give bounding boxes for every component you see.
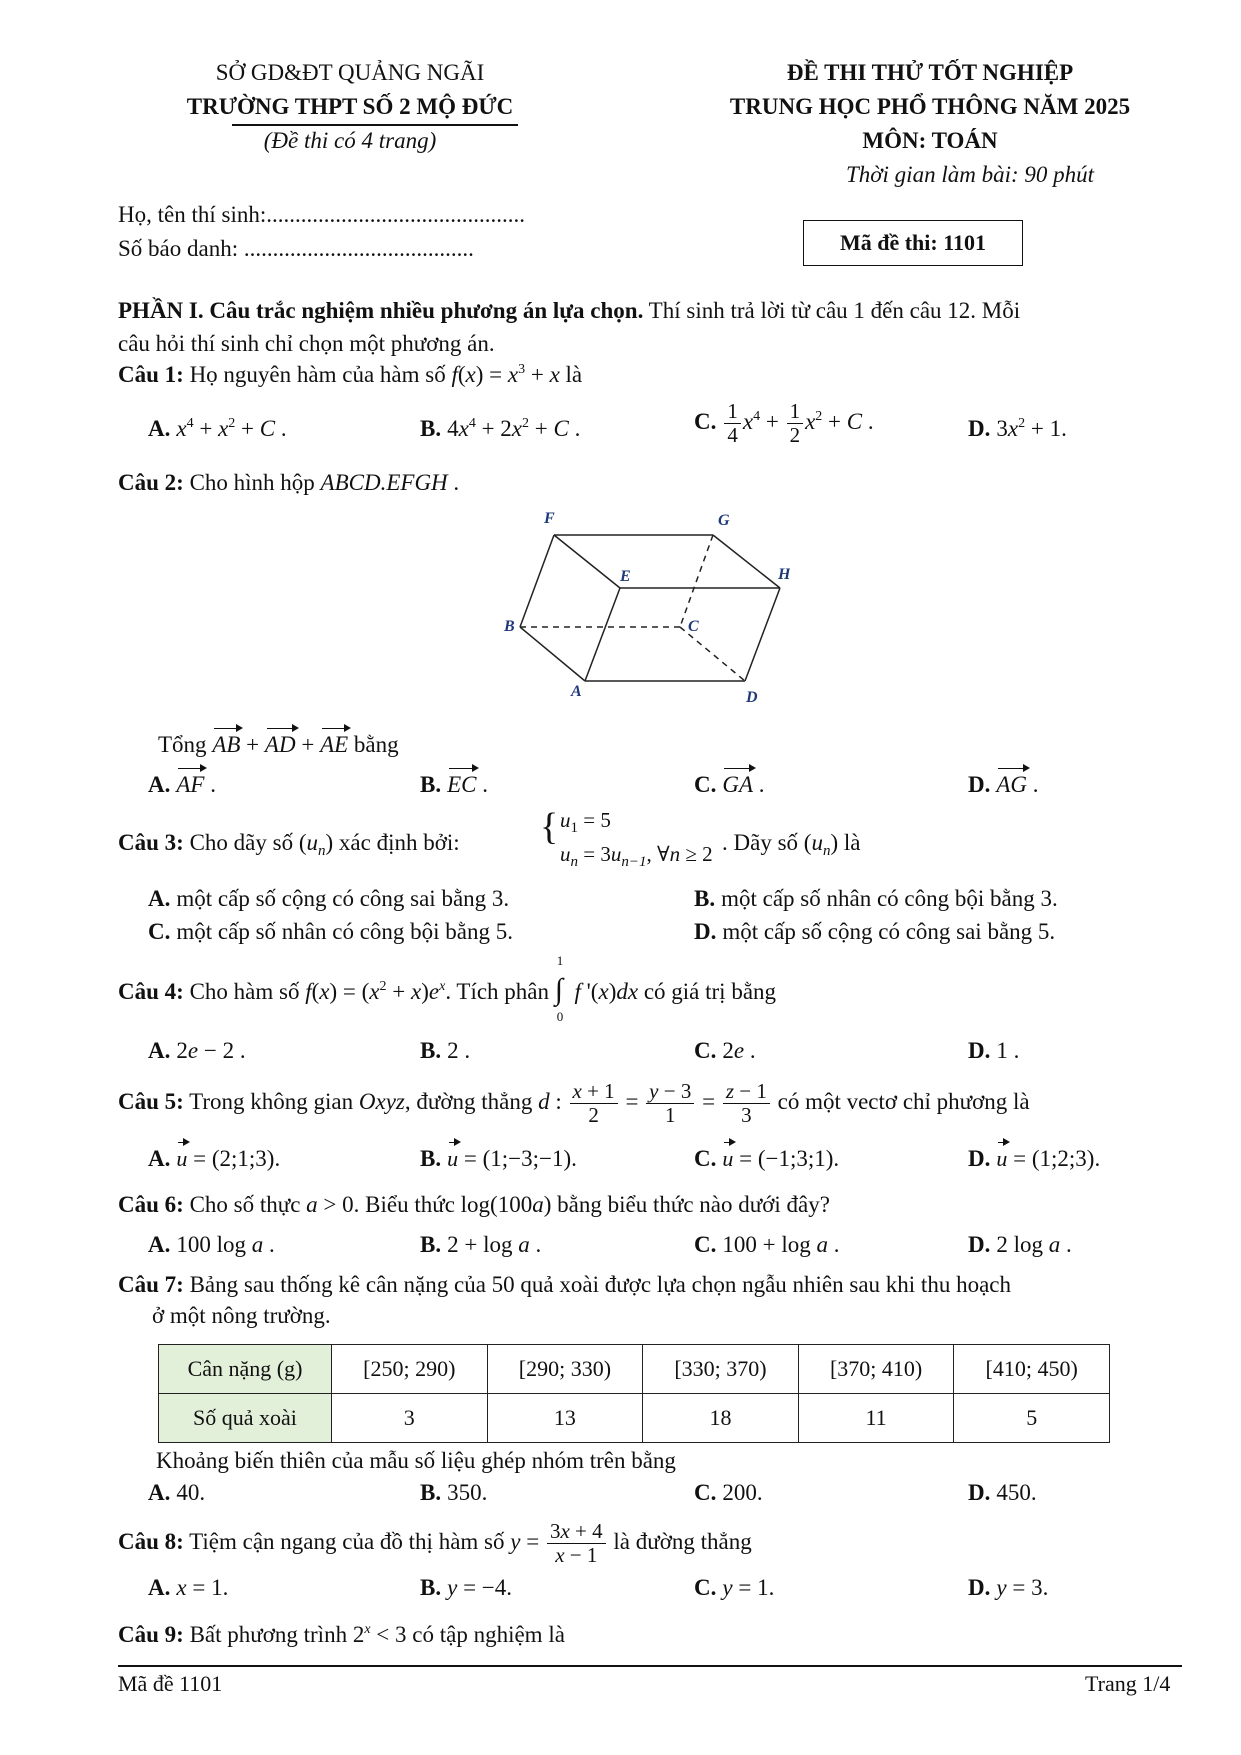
vertex-a: A [571,683,582,700]
q1-option-c[interactable]: C. $\frac{1}{4}$ $x^4$ + $\frac{1}{2}$ $x^2 + C$ . [694,399,874,448]
q8-option-b[interactable]: B. y = −4. [420,1575,513,1600]
mango-weight-table [158,1344,1110,1443]
q1-label: Câu 1: [118,362,184,387]
q1-option-a[interactable]: A. $x^4 + x^2 + C$ . [148,416,287,441]
question-9: Câu 9: Bất phương trình $2^x < 3$ có tập nghiệm là [118,1622,565,1647]
q2-option-a[interactable]: A. AF . [148,772,216,797]
question-7: Câu 7: Bảng sau thống kê cân nặng của 50 quả xoài được lựa chọn ngẫu nhiên sau khi thu hoạch [118,1272,1011,1297]
question-6: Câu 6: Cho số thực a > 0. Biểu thức log(100a) bằng biểu thức nào dưới đây? [118,1192,830,1217]
q6-option-c[interactable]: C. 100 + log a . [694,1232,840,1257]
q1-option-d[interactable]: D. $3x^2 + 1$. [968,416,1067,441]
q3-after: . Dãy số $(u_n)$ là [722,830,861,859]
q8-option-c[interactable]: C. y = 1. [694,1575,775,1600]
table-cell: 5 [954,1394,1110,1443]
table-cell: 13 [487,1394,643,1443]
question-2: Câu 2: Cho hình hộp ABCD.EFGH . [118,470,460,495]
parallelepiped-figure [500,505,790,705]
q3-option-d[interactable]: D. một cấp số cộng có công sai bằng 5. [694,919,1056,944]
edge-gc [680,535,713,627]
q7-option-d[interactable]: D. 450. [968,1480,1037,1505]
q8-option-d[interactable]: D. y = 3. [968,1575,1049,1600]
q3-option-c[interactable]: C. một cấp số nhân có công bội bằng 5. [148,919,513,944]
table-cell: 3 [332,1394,488,1443]
table-cell: [250; 290) [332,1345,488,1394]
part1-instruction-2: câu hỏi thí sinh chỉ chọn một phương án. [118,331,495,356]
q3-option-a[interactable]: A. một cấp số cộng có công sai bằng 3. [148,886,510,911]
vertex-c: C [688,618,699,635]
q4-option-d[interactable]: D. 1 . [968,1038,1020,1063]
table-row [159,1394,1110,1443]
edge-fb [520,535,554,627]
table-header-weight: Cân nặng (g) [159,1345,332,1394]
candidate-name-line: Họ, tên thí sinh:............................................. [118,202,525,227]
vertex-h: H [778,566,790,583]
q7-option-b[interactable]: B. 350. [420,1480,488,1505]
table-cell: 11 [798,1394,954,1443]
q3-system-line-2: $u_n = 3u_{n-1}$, ∀n ≥ 2 [560,842,713,870]
part1-heading [118,298,1020,324]
exam-time: Thời gian làm bài: 90 phút [845,162,1095,187]
table-row [159,1345,1110,1394]
q3-option-b[interactable]: B. một cấp số nhân có công bội bằng 3. [694,886,1058,911]
vertex-d: D [746,689,758,705]
question-1: Câu 1: Họ nguyên hàm của hàm số $f(x) = x^3 + x$ là [118,362,583,387]
q5-option-c[interactable]: C. u = (−1;3;1). [694,1146,840,1171]
q8-option-a[interactable]: A. x = 1. [148,1575,229,1600]
school-underline [232,124,518,126]
q4-option-a[interactable]: A. 2e − 2 . [148,1038,246,1063]
q2-label: Câu 2: [118,470,184,495]
table-header-count: Số quả xoài [159,1394,332,1443]
part1-title: PHẦN I. Câu trắc nghiệm nhiều phương án lựa chọn. [118,298,644,323]
footer-page-number: Trang 1/4 [1085,1671,1171,1696]
vertex-b: B [504,618,515,635]
vertex-g: G [718,512,730,529]
q4-option-c[interactable]: C. 2e . [694,1038,756,1063]
q2-option-d[interactable]: D. AG . [968,772,1039,797]
edge-gh [713,535,780,588]
question-5: Câu 5: Trong không gian Oxyz, đường thẳng d : $\frac{x + 1}{2}$ = $\frac{y - 3}{1}$ = $\frac{z - 1}{3}$ có một vectơ chỉ phương là [118,1079,1030,1128]
exam-subtitle: TRUNG HỌC PHỔ THÔNG NĂM 2025 [729,94,1131,119]
question-3: Câu 3: Cho dãy số $(u_n)$ xác định bởi: [118,830,460,859]
q1-option-b[interactable]: B. $4x^4 + 2x^2 + C$ . [420,416,581,441]
question-8: Câu 8: Tiệm cận ngang của đồ thị hàm số y = $\frac{3x + 4}{x - 1}$ là đường thẳng [118,1519,752,1568]
q3-system-line-1: $u_1 = 5$ [560,808,611,836]
q4-option-b[interactable]: B. 2 . [420,1038,471,1063]
q2-option-c[interactable]: C. GA . [694,772,765,797]
q5-option-d[interactable]: D. u = (1;2;3). [968,1146,1101,1171]
table-cell: [410; 450) [954,1345,1110,1394]
table-cell: 18 [643,1394,799,1443]
exam-title: ĐỀ THI THỬ TỐT NGHIỆP [786,60,1074,85]
edge-ba [520,627,585,681]
edge-hd [745,588,780,681]
question-4: Câu 4: Cho hàm số $f(x) = (x^2 + x)e^x$. Tích phân ∫ 1 0 f '(x)dx có giá trị bằng [118,953,777,1024]
edge-fe [554,535,620,588]
footer-rule [118,1665,1182,1667]
q5-option-a[interactable]: A. u = (2;1;3). [148,1146,281,1171]
school-name: TRƯỜNG THPT SỐ 2 MỘ ĐỨC [186,94,514,119]
q6-option-b[interactable]: B. 2 + log a . [420,1232,542,1257]
q7-question: Khoảng biến thiên của mẫu số liệu ghép nhóm trên bằng [156,1448,676,1473]
q3-brace: { [540,806,559,848]
q1-tail: là [559,362,583,387]
q2-text: Cho hình hộp [183,470,321,495]
pages-note: (Đề thi có 4 trang) [263,128,437,153]
edge-cd [680,627,745,681]
table-cell: [330; 370) [643,1345,799,1394]
q2-option-b[interactable]: B. EC . [420,772,488,797]
q5-option-b[interactable]: B. u = (1;−3;−1). [420,1146,577,1171]
q2-sum-line: Tổng AB + AD + AE bằng [158,732,399,757]
question-7-cont: ở một nông trường. [152,1303,331,1328]
vertex-e: E [620,568,631,585]
q2-shape: ABCD.EFGH [320,470,448,495]
table-cell: [290; 330) [487,1345,643,1394]
subject: MÔN: TOÁN [862,128,998,153]
q1-text: Họ nguyên hàm của hàm số [183,362,452,387]
exam-code-box: Mã đề thi: 1101 [803,220,1023,266]
q7-option-a[interactable]: A. 40. [148,1480,206,1505]
q6-option-a[interactable]: A. 100 log a . [148,1232,275,1257]
q7-option-c[interactable]: C. 200. [694,1480,763,1505]
q3-label: Câu 3: [118,830,184,855]
footer-exam-code: Mã đề 1101 [118,1671,223,1696]
q6-option-d[interactable]: D. 2 log a . [968,1232,1072,1257]
candidate-id-line: Số báo danh: ........................................ [118,236,474,261]
vertex-f: F [544,510,555,527]
part1-instruction: Thí sinh trả lời từ câu 1 đến câu 12. Mỗi [643,298,1021,323]
table-cell: [370; 410) [798,1345,954,1394]
department-name: SỞ GD&ĐT QUẢNG NGÃI [215,60,485,85]
edge-ea [585,588,620,681]
